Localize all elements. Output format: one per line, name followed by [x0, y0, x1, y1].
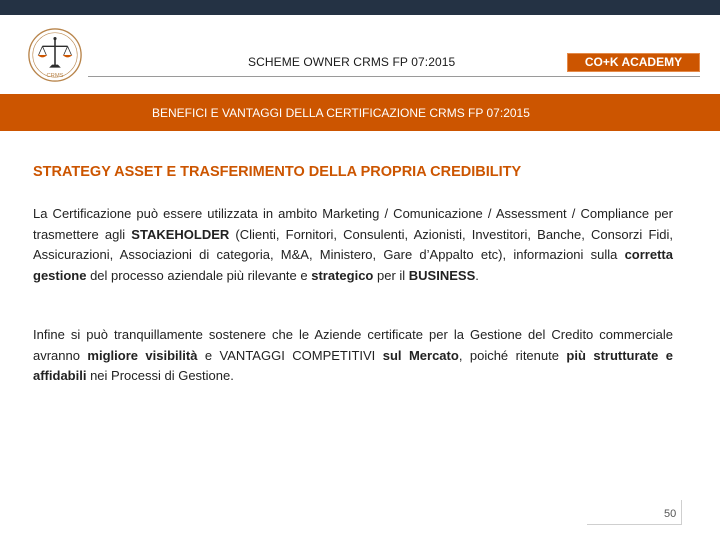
- paragraph-competitive-advantage: Infine si può tranquillamente sostenere che le Aziende certificate per la Gestione del Credito commerciale avranno migliore visibilità e VANTAGGI COMPETITIVI sul Mercato, poiché ritenute più strutturate e affidabili nei Processi di Gestione.: [33, 327, 674, 383]
- header-divider: [88, 76, 700, 77]
- academy-badge: CO+K ACADEMY: [567, 53, 700, 72]
- scheme-owner-title: SCHEME OWNER CRMS FP 07:2015: [248, 55, 456, 69]
- paragraph-certification-use: La Certificazione può essere utilizzata in ambito Marketing / Comunicazione / Assessment / Compliance per trasmettere agli STAKEHOLDER (Clienti, Fornitori, Consulenti, Azionisti, Investitori, Banche, Consorzi Fidi, Assicurazioni, Associazioni di categoria, M&A, Ministero, Gare d’Appalto etc), informazioni sulla corretta gestione del processo aziendale più rilevante e strategico per il BUSINESS.: [33, 206, 674, 283]
- banner-title: BENEFICI E VANTAGGI DELLA CERTIFICAZIONE CRMS FP 07:2015: [152, 106, 530, 120]
- balance-scale-logo-icon: [26, 26, 84, 84]
- section-title: STRATEGY ASSET E TRASFERIMENTO DELLA PROPRIA CREDIBILITY: [33, 164, 522, 180]
- svg-text:CRMS: CRMS: [46, 73, 64, 80]
- top-bar: [0, 0, 720, 15]
- page-number: 50: [664, 508, 677, 520]
